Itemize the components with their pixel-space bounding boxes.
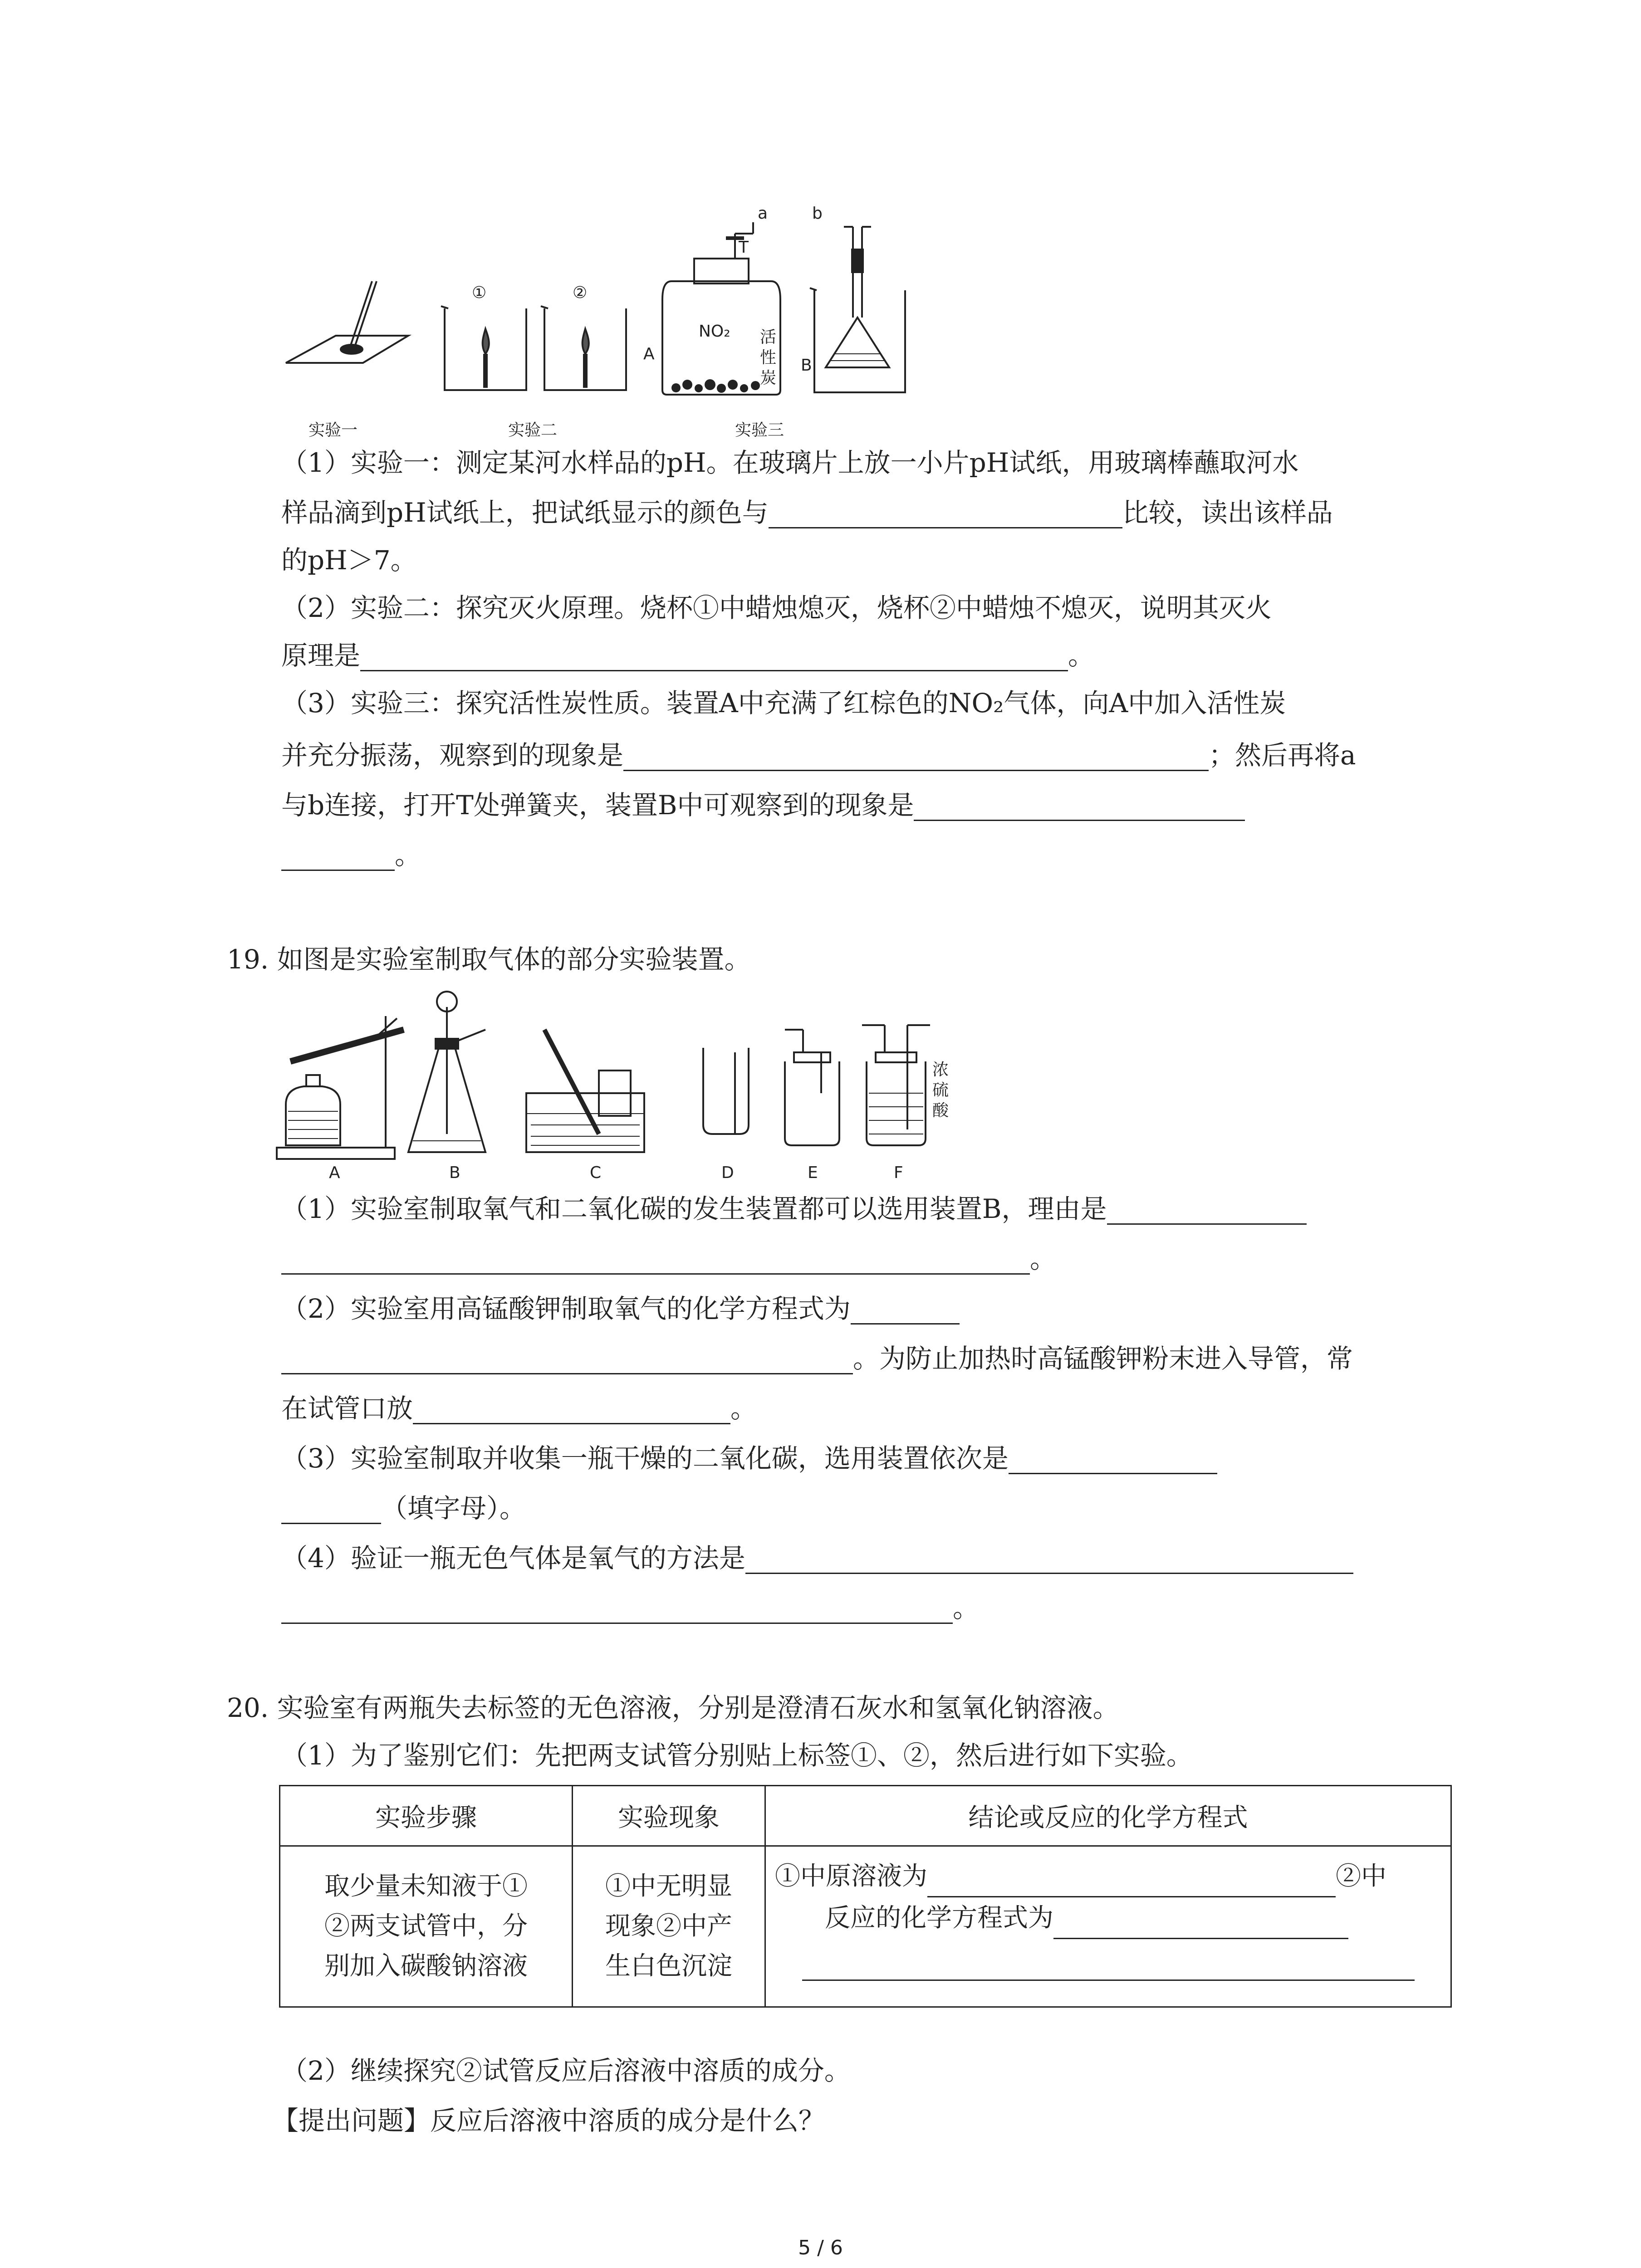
conclusion-line-1 bbox=[775, 1856, 1441, 1897]
q20-p3: 【提出问题】反应后溶液中溶质的成分是什么？ bbox=[272, 2105, 825, 2136]
header-phenomenon: 实验现象 bbox=[573, 1786, 765, 1846]
phenomenon-line-3: 生白色沉淀 bbox=[605, 1951, 732, 1981]
q19-p4-line1 bbox=[281, 1542, 1353, 1574]
q19-p1-line1-text: （1）实验室制取氧气和二氧化碳的发生装置都可以选用装置B，理由是 bbox=[281, 1193, 1107, 1224]
q19-p3-line2 bbox=[281, 1492, 526, 1524]
device-letter-a: A bbox=[329, 1163, 340, 1182]
device-letter-d: D bbox=[721, 1163, 734, 1182]
q19-p2-line3 bbox=[281, 1393, 757, 1424]
cell-conclusion bbox=[765, 1846, 1451, 2007]
caption-exp2: 实验二 bbox=[508, 421, 558, 440]
q19-p3-line1-text: （3）实验室制取并收集一瓶干燥的二氧化碳，选用装置依次是 bbox=[281, 1443, 1009, 1474]
answer-blank[interactable] bbox=[802, 1954, 1415, 1981]
answer-blank[interactable] bbox=[914, 794, 1245, 821]
q19-p1-line2 bbox=[281, 1243, 1056, 1275]
q18-p1-line2a: 样品滴到pH试纸上，把试纸显示的颜色与 bbox=[281, 497, 769, 528]
beaker-mark-1: ① bbox=[472, 284, 487, 302]
q19-p3-line1 bbox=[281, 1442, 1217, 1474]
q19-p2-line1 bbox=[281, 1293, 960, 1325]
device-letter-f: F bbox=[894, 1163, 903, 1182]
q18-p3-line1: （3）实验三：探究活性炭性质。装置A中充满了红棕色的NO₂气体，向A中加入活性炭 bbox=[281, 688, 1286, 719]
q18-p3-line4 bbox=[281, 839, 421, 871]
acid-label-3: 酸 bbox=[932, 1101, 949, 1120]
pipe-b-label: b bbox=[812, 204, 823, 223]
conclusion-b: ②中 bbox=[1336, 1862, 1386, 1891]
answer-blank[interactable] bbox=[927, 1871, 1336, 1897]
q19-p1-line1 bbox=[281, 1193, 1307, 1225]
device-letter-e: E bbox=[808, 1163, 818, 1182]
header-step: 实验步骤 bbox=[280, 1786, 573, 1846]
answer-blank[interactable] bbox=[1107, 1198, 1307, 1225]
gas-apparatus-diagram bbox=[272, 989, 998, 1179]
figure-experiments-1-3 bbox=[272, 204, 1452, 449]
answer-blank[interactable] bbox=[360, 645, 1068, 671]
device-b-label: B bbox=[801, 356, 812, 375]
answer-blank[interactable] bbox=[623, 744, 1209, 771]
q19-p1-line2b: 。 bbox=[1030, 1243, 1057, 1274]
caption-exp1: 实验一 bbox=[309, 421, 358, 440]
q18-p3-line3a: 与b连接，打开T处弹簧夹，装置B中可观察到的现象是 bbox=[281, 790, 914, 821]
experiments-diagram bbox=[272, 213, 1452, 449]
conclusion-line-3 bbox=[775, 1939, 1441, 1981]
pipe-a-label: a bbox=[758, 204, 768, 223]
experiment-table bbox=[279, 1785, 1452, 2008]
q18-p3-line2 bbox=[281, 739, 1356, 771]
device-letter-c: C bbox=[590, 1163, 602, 1182]
cell-step bbox=[280, 1846, 573, 2007]
conclusion-line-2 bbox=[775, 1897, 1441, 1939]
page-number: 5 / 6 bbox=[798, 2236, 843, 2259]
q18-p2-line1: （2）实验二：探究灭火原理。烧杯①中蜡烛熄灭，烧杯②中蜡烛不熄灭，说明其灭火 bbox=[281, 592, 1272, 623]
q20-p1: （1）为了鉴别它们：先把两支试管分别贴上标签①、②，然后进行如下实验。 bbox=[281, 1740, 1193, 1771]
answer-blank[interactable] bbox=[281, 1497, 381, 1524]
q19-p4-line2 bbox=[281, 1592, 979, 1624]
carbon-label-1: 活 bbox=[760, 328, 777, 347]
header-conclusion: 结论或反应的化学方程式 bbox=[765, 1786, 1451, 1846]
device-letter-b: B bbox=[449, 1163, 460, 1182]
q18-p2-line2a: 原理是 bbox=[281, 640, 361, 671]
conclusion-a: ①中原溶液为 bbox=[775, 1862, 927, 1891]
q18-p3-line2b: ；然后再将a bbox=[1209, 740, 1356, 771]
q20-p2: （2）继续探究②试管反应后溶液中溶质的成分。 bbox=[281, 2055, 851, 2086]
gas-label: NO₂ bbox=[699, 322, 730, 341]
q18-p1-line2b: 比较，读出该样品 bbox=[1122, 497, 1333, 528]
answer-blank[interactable] bbox=[281, 1248, 1030, 1275]
q19-p3-line2b: （填字母）。 bbox=[381, 1493, 526, 1524]
q18-p1-line3: 的pH＞7。 bbox=[281, 545, 417, 576]
figure-gas-apparatus bbox=[272, 989, 998, 1182]
q19-p2-line2 bbox=[281, 1343, 1353, 1374]
cell-phenomenon bbox=[573, 1846, 765, 2007]
q18-p3-line3 bbox=[281, 789, 1245, 821]
q18-p2-line2 bbox=[281, 640, 1094, 671]
q18-p1-line1: （1）实验一：测定某河水样品的pH。在玻璃片上放一小片pH试纸，用玻璃棒蘸取河水 bbox=[281, 447, 1299, 478]
q18-p3-line2a: 并充分振荡，观察到的现象是 bbox=[281, 740, 624, 771]
answer-blank[interactable] bbox=[1009, 1447, 1217, 1474]
carbon-label-3: 炭 bbox=[760, 369, 777, 387]
clip-t-label: T bbox=[739, 238, 749, 257]
q19-p2-line3b: 。 bbox=[730, 1393, 757, 1424]
step-line-2: ②两支试管中，分 bbox=[324, 1911, 528, 1941]
answer-blank[interactable] bbox=[769, 502, 1122, 528]
q19-p4-line1-text: （4）验证一瓶无色气体是氧气的方法是 bbox=[281, 1543, 745, 1574]
table-row bbox=[280, 1846, 1451, 2007]
acid-label-2: 硫 bbox=[932, 1081, 949, 1100]
q19-title: 19. 如图是实验室制取气体的部分实验装置。 bbox=[227, 944, 751, 975]
carbon-label-2: 性 bbox=[760, 348, 777, 367]
table-header-row bbox=[280, 1786, 1451, 1846]
device-a-label: A bbox=[643, 345, 655, 363]
caption-exp3: 实验三 bbox=[735, 421, 784, 440]
answer-blank[interactable] bbox=[413, 1398, 730, 1424]
q19-p2-line2b: 。为防止加热时高锰酸钾粉末进入导管，常 bbox=[853, 1343, 1353, 1374]
q18-p2-line2b: 。 bbox=[1068, 640, 1095, 671]
answer-blank[interactable] bbox=[281, 1597, 953, 1624]
conclusion-c: 反应的化学方程式为 bbox=[825, 1903, 1053, 1933]
phenomenon-line-2: 现象②中产 bbox=[605, 1911, 732, 1941]
q18-p3-line4b: 。 bbox=[395, 840, 421, 870]
q19-p2-line3a: 在试管口放 bbox=[281, 1393, 413, 1424]
q19-p2-line1-text: （2）实验室用高锰酸钾制取氧气的化学方程式为 bbox=[281, 1293, 851, 1324]
answer-blank[interactable] bbox=[851, 1298, 960, 1325]
answer-blank[interactable] bbox=[1053, 1912, 1348, 1939]
beaker-mark-2: ② bbox=[573, 284, 588, 302]
answer-blank[interactable] bbox=[281, 1348, 853, 1374]
step-line-1: 取少量未知液于① bbox=[324, 1872, 528, 1901]
phenomenon-line-1: ①中无明显 bbox=[605, 1872, 732, 1901]
q18-p1-line2 bbox=[281, 497, 1333, 528]
answer-blank[interactable] bbox=[745, 1547, 1353, 1574]
acid-label-1: 浓 bbox=[932, 1061, 949, 1079]
q20-title: 20. 实验室有两瓶失去标签的无色溶液，分别是澄清石灰水和氢氧化钠溶液。 bbox=[227, 1692, 1119, 1723]
step-line-3: 别加入碳酸钠溶液 bbox=[324, 1951, 528, 1981]
q19-p4-line2b: 。 bbox=[953, 1593, 980, 1623]
answer-blank[interactable] bbox=[281, 844, 395, 871]
